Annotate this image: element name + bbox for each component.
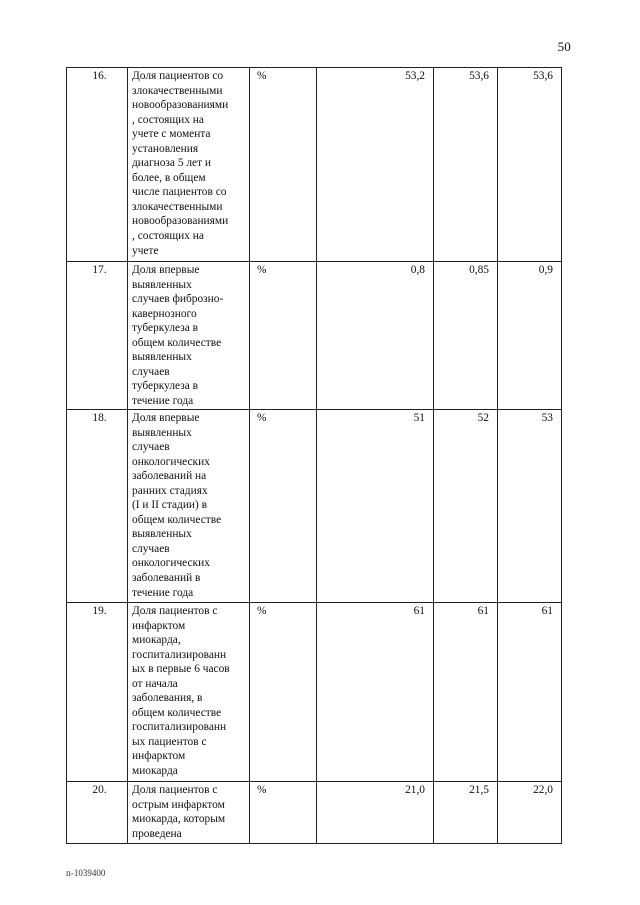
table-row — [67, 262, 562, 410]
value-year-2: 53,6 — [434, 68, 498, 262]
row-number: 20. — [67, 782, 128, 844]
value-year-3: 0,9 — [498, 262, 562, 410]
unit-cell: % — [250, 68, 317, 262]
indicator-name: Доля пациентов с инфарктом миокарда, госпитализированн ых в первые 6 часов от начала заболевания, в общем количестве госпитализированн ых пациентов с инфарктом миокарда — [128, 603, 250, 782]
row-number: 19. — [67, 603, 128, 782]
row-number: 17. — [67, 262, 128, 410]
table-row — [67, 603, 562, 782]
indicators-table — [66, 67, 562, 844]
value-year-3: 53,6 — [498, 68, 562, 262]
value-year-1: 51 — [317, 410, 434, 603]
page-number: 50 — [557, 39, 571, 54]
value-year-2: 0,85 — [434, 262, 498, 410]
unit-cell: % — [250, 782, 317, 844]
indicator-name: Доля впервые выявленных случаев онкологических заболеваний на ранних стадиях (I и II стадии) в общем количестве выявленных случаев онкологических заболеваний в течение года — [128, 410, 250, 603]
value-year-3: 22,0 — [498, 782, 562, 844]
unit-cell: % — [250, 262, 317, 410]
table-row — [67, 782, 562, 844]
value-year-3: 61 — [498, 603, 562, 782]
indicator-name: Доля пациентов с острым инфарктом миокарда, которым проведена — [128, 782, 250, 844]
value-year-1: 21,0 — [317, 782, 434, 844]
table-row — [67, 410, 562, 603]
document-code: п-1039400 — [66, 868, 106, 878]
indicator-name: Доля пациентов со злокачественными новообразованиями , состоящих на учете с момента установления диагноза 5 лет и более, в общем числе пациентов со злокачественными новообразованиями , состоящих на учете — [128, 68, 250, 262]
value-year-1: 53,2 — [317, 68, 434, 262]
row-number: 18. — [67, 410, 128, 603]
value-year-2: 21,5 — [434, 782, 498, 844]
indicator-name: Доля впервые выявленных случаев фиброзно- кавернозного туберкулеза в общем количестве выявленных случаев туберкулеза в течение года — [128, 262, 250, 410]
value-year-2: 61 — [434, 603, 498, 782]
table-row — [67, 68, 562, 262]
row-number: 16. — [67, 68, 128, 262]
value-year-1: 61 — [317, 603, 434, 782]
value-year-3: 53 — [498, 410, 562, 603]
unit-cell: % — [250, 603, 317, 782]
value-year-2: 52 — [434, 410, 498, 603]
unit-cell: % — [250, 410, 317, 603]
value-year-1: 0,8 — [317, 262, 434, 410]
